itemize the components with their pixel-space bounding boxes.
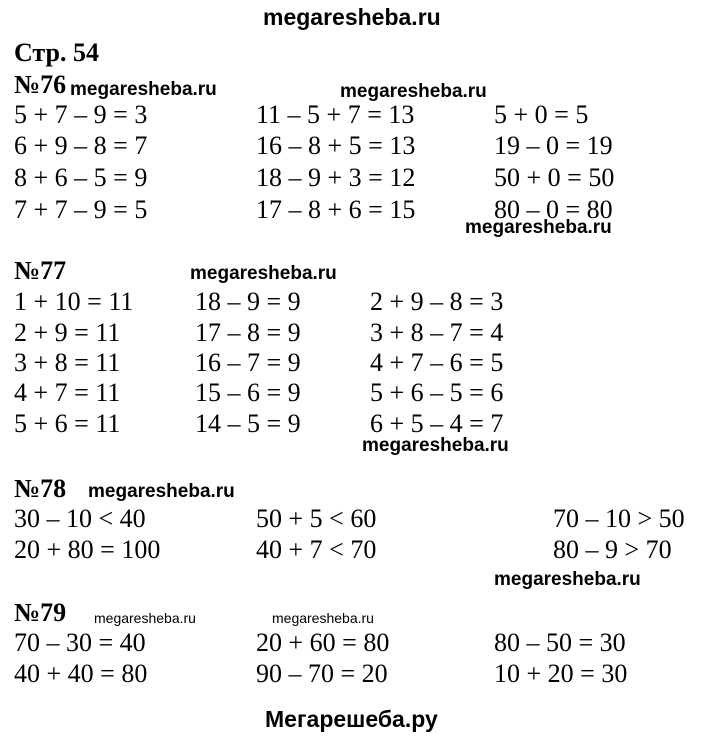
equation: 11 – 5 + 7 = 13 <box>256 100 415 129</box>
equation: 2 + 9 = 11 <box>14 318 121 347</box>
equation: 10 + 20 = 30 <box>494 659 628 688</box>
equation: 16 – 7 = 9 <box>195 348 301 377</box>
equation: 3 + 8 – 7 = 4 <box>370 318 504 347</box>
exercise-79-title: №79 <box>14 598 67 627</box>
equation: 5 + 7 – 9 = 3 <box>14 100 148 129</box>
equation: 1 + 10 = 11 <box>14 287 134 316</box>
equation: 6 + 9 – 8 = 7 <box>14 131 148 160</box>
watermark: megaresheba.ru <box>494 569 641 590</box>
watermark: megaresheba.ru <box>340 81 487 102</box>
exercise-76-title: №76 <box>14 70 67 99</box>
equation: 30 – 10 < 40 <box>14 504 146 533</box>
equation: 5 + 6 = 11 <box>14 409 121 438</box>
equation: 70 – 30 = 40 <box>14 628 146 657</box>
equation: 16 – 8 + 5 = 13 <box>256 131 416 160</box>
equation: 40 + 7 < 70 <box>256 535 377 564</box>
watermark: megaresheba.ru <box>362 435 509 456</box>
watermark: megaresheba.ru <box>465 217 612 238</box>
equation: 4 + 7 – 6 = 5 <box>370 348 504 377</box>
page-label: Стр. 54 <box>14 38 99 67</box>
equation: 20 + 60 = 80 <box>256 628 390 657</box>
equation: 2 + 9 – 8 = 3 <box>370 287 504 316</box>
equation: 80 – 9 > 70 <box>553 535 672 564</box>
equation: 6 + 5 – 4 = 7 <box>370 409 504 438</box>
site-brand-bottom: Мегарешеба.ру <box>265 706 438 732</box>
equation: 40 + 40 = 80 <box>14 659 148 688</box>
watermark: megaresheba.ru <box>94 610 196 626</box>
equation: 80 – 0 = 80 <box>494 195 613 224</box>
equation: 14 – 5 = 9 <box>195 409 301 438</box>
equation: 80 – 50 = 30 <box>494 628 626 657</box>
equation: 5 + 0 = 5 <box>494 100 589 129</box>
exercise-77-title: №77 <box>14 256 67 285</box>
equation: 5 + 6 – 5 = 6 <box>370 378 504 407</box>
equation: 17 – 8 = 9 <box>195 318 301 347</box>
equation: 8 + 6 – 5 = 9 <box>14 163 148 192</box>
equation: 50 + 5 < 60 <box>256 504 377 533</box>
watermark: megaresheba.ru <box>70 79 217 100</box>
equation: 19 – 0 = 19 <box>494 131 613 160</box>
equation: 50 + 0 = 50 <box>494 163 615 192</box>
exercise-78-title: №78 <box>14 474 67 503</box>
site-brand-top: megaresheba.ru <box>263 4 441 30</box>
equation: 18 – 9 = 9 <box>195 287 301 316</box>
equation: 3 + 8 = 11 <box>14 348 121 377</box>
watermark: megaresheba.ru <box>272 610 374 626</box>
watermark: megaresheba.ru <box>190 263 337 284</box>
equation: 18 – 9 + 3 = 12 <box>256 163 416 192</box>
equation: 17 – 8 + 6 = 15 <box>256 195 416 224</box>
equation: 20 + 80 = 100 <box>14 535 161 564</box>
equation: 7 + 7 – 9 = 5 <box>14 195 148 224</box>
equation: 90 – 70 = 20 <box>256 659 388 688</box>
equation: 4 + 7 = 11 <box>14 378 121 407</box>
equation: 15 – 6 = 9 <box>195 378 301 407</box>
equation: 70 – 10 > 50 <box>553 504 685 533</box>
watermark: megaresheba.ru <box>88 481 235 502</box>
